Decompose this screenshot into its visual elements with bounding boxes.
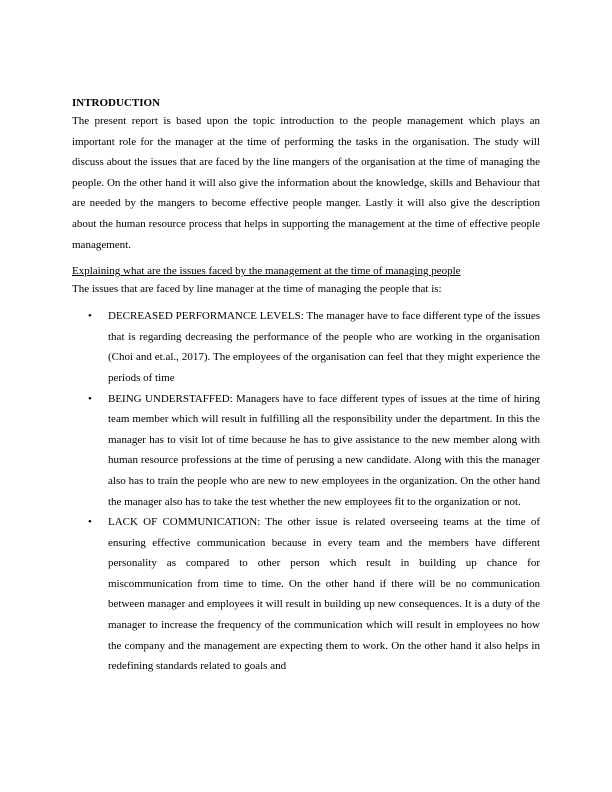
lead-sentence: The issues that are faced by line manager at the time of managing the people that is: [72,283,442,296]
bullet-icon: • [88,516,92,529]
bullet-text: BEING UNDERSTAFFED: Managers have to face different types of issues at the time of hiring team member which will result in fulfilling all the responsibility under the department. In this the manager has to visit lot of time because he has to give assistance to the new member along with human resource professions at the time of perusing a new candidate. Along with this the manager also has to train the people who are new to new employees in the organization. On the other hand the manager also has to take the test whether the new employees fit to the organization or not. [108,392,540,508]
intro-paragraph: The present report is based upon the topic introduction to the people management which plays an important role for the manager at the time of performing the tasks in the organisation. The study will discuss about the issues that are faced by the line mangers of the organisation at the time of managing the people. On the other hand it will also give the information about the knowledge, skills and Behaviour that are needed by the mangers to become effective people manger. Lastly it will also give the description about the human resource process that helps in supporting the management at the time of effective people management. [72,115,540,251]
document-page [72,95,540,677]
bullet-icon: • [88,392,92,405]
bullet-item-understaffed [72,389,540,513]
issues-bullet-list [72,306,540,677]
subheading-issues: Explaining what are the issues faced by the management at the time of managing people [72,265,461,278]
section-heading-introduction: INTRODUCTION [72,97,161,109]
bullet-item-decreased-performance [72,306,540,388]
bullet-text: DECREASED PERFORMANCE LEVELS: The manager have to face different type of the issues that is regarding decreasing the performance of the people who are working in the organisation (Choi and et.al., 2017). The employees of the organisation can feel that they might experience the periods of time [108,310,540,384]
bullet-icon: • [88,310,92,323]
bullet-text: LACK OF COMMUNICATION: The other issue is related overseeing teams at the time of ensuring effective communication because in every team and the members have different personality as compared to other person which result in building up chance for miscommunication from time to time. On the other hand if there will be no communication between manager and employees it will result in building up new consequences. It is a duty of the manager to increase the frequency of the communication which will result in employees no how the company and the management are expecting them to work. On the other hand it also helps in redefining standards related to goals and [108,516,540,673]
bullet-item-lack-of-communication [72,512,540,677]
